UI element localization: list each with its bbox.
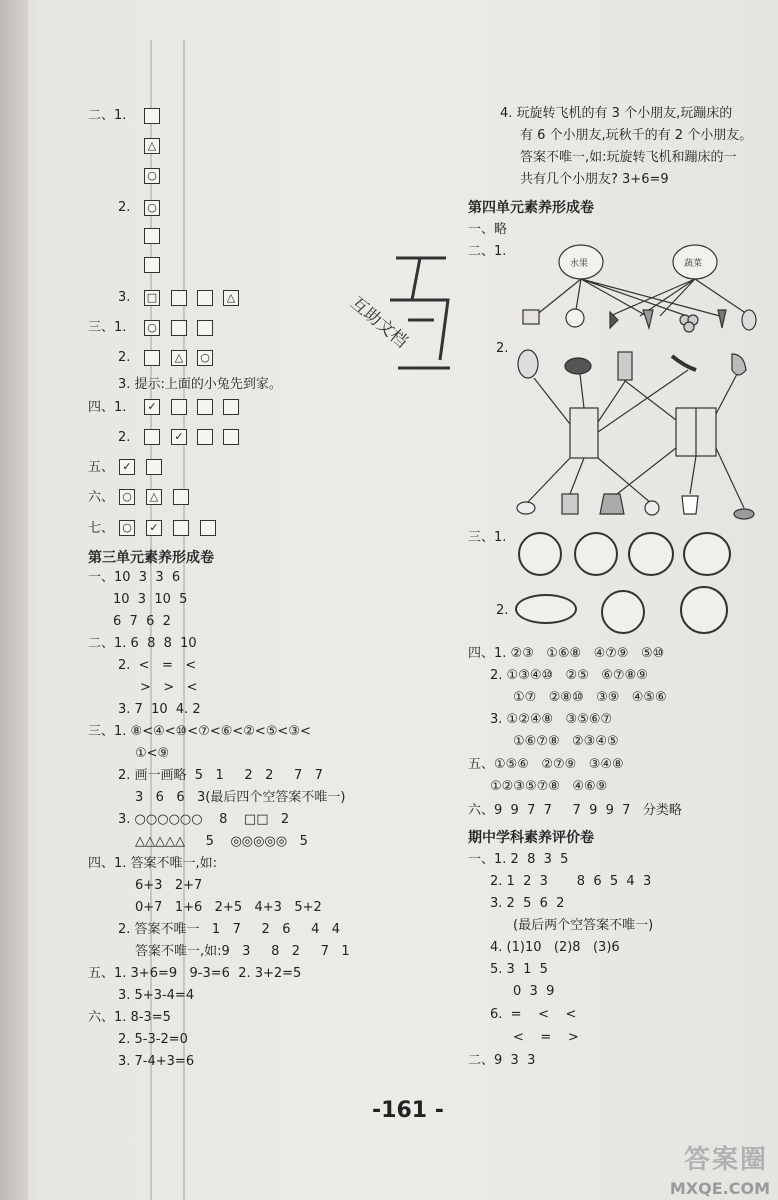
answer-box-check: ✓ <box>171 429 187 445</box>
u4-san2: 2. <box>496 603 509 618</box>
u4-yi: 一、略 <box>468 222 508 237</box>
answer-line: 二、9 3 3 <box>468 1053 536 1068</box>
answer-line: 二、1. 6 8 8 10 <box>88 636 197 651</box>
u4-san1: 三、1. <box>468 530 507 545</box>
q-san-2: 2. <box>118 350 131 365</box>
q4-line: 答案不唯一,如:玩旋转飞机和蹦床的一 <box>520 150 737 165</box>
answer-line: 2. 1 2 3 8 6 5 4 3 <box>490 874 652 889</box>
answer-box-circle: ○ <box>119 520 135 536</box>
answer-line: 三、1. ⑧<④<⑩<⑦<⑥<②<⑤<③< <box>88 724 311 739</box>
answer-line: 3 6 6 3(最后四个空答案不唯一) <box>135 790 346 805</box>
answer-box <box>197 320 213 336</box>
answer-line: 3. ○○○○○○ 8 □□ 2 <box>118 812 290 827</box>
answer-box-circle: ○ <box>197 350 213 366</box>
triangle-ruler-icon <box>680 586 728 634</box>
tv-icon <box>518 532 562 576</box>
answer-line: 10 3 10 5 <box>113 592 188 607</box>
q-liu: 六、 <box>88 490 115 505</box>
svg-text:水果: 水果 <box>570 259 589 269</box>
matching-diagram-fridge-wardrobe <box>512 344 774 524</box>
answer-box-triangle: △ <box>144 138 160 154</box>
u4-er2: 2. <box>496 341 509 356</box>
q-er-3: 3. <box>118 290 131 305</box>
answer-box <box>223 429 239 445</box>
answer-line: 六、9 9 7 7 7 9 9 7 分类略 <box>468 803 682 818</box>
answer-box <box>146 459 162 475</box>
u4-er1: 二、1. <box>468 244 507 259</box>
q-qi: 七、 <box>88 521 115 536</box>
answer-line: 6. = < < <box>490 1007 577 1022</box>
answer-line: 5. 3 1 5 <box>490 962 548 977</box>
answer-box-triangle: △ <box>223 290 239 306</box>
answer-box <box>223 399 239 415</box>
answer-line: ①②③⑤⑦⑧ ④⑥⑨ <box>490 779 608 794</box>
answer-line: 4. (1)10 (2)8 (3)6 <box>490 940 620 955</box>
answer-box-check: ✓ <box>119 459 135 475</box>
answer-line: 2. 答案不唯一 1 7 2 6 4 4 <box>118 922 341 937</box>
answer-box <box>197 429 213 445</box>
answer-box <box>144 350 160 366</box>
answer-line: 五、1. 3+6=9 9-3=6 2. 3+2=5 <box>88 966 302 981</box>
answer-box <box>173 520 189 536</box>
answer-line: ①<⑨ <box>135 746 170 761</box>
answer-box <box>197 290 213 306</box>
q-er-1: 二、1. <box>88 108 127 123</box>
answer-line: △△△△△ 5 ◎◎◎◎◎ 5 <box>135 834 308 849</box>
cabbage-icon <box>574 532 618 576</box>
q4-line: 共有几个小朋友? 3+6=9 <box>520 172 669 187</box>
answer-box-triangle: △ <box>171 350 187 366</box>
answer-line: 3. 7-4+3=6 <box>118 1054 195 1069</box>
q-san-1: 三、1. <box>88 320 127 335</box>
answer-line: 0+7 1+6 2+5 4+3 5+2 <box>135 900 322 915</box>
answer-line: 六、1. 8-3=5 <box>88 1010 171 1025</box>
washing-machine-icon <box>628 532 674 576</box>
watermark-logo: 答案圈 <box>683 1145 768 1175</box>
answer-box <box>200 520 216 536</box>
answer-box <box>144 108 160 124</box>
stamp-text: 互助文档 <box>346 293 412 353</box>
answer-line: > > < <box>140 680 198 695</box>
watermark-url: MXQE.COM <box>669 1179 770 1198</box>
answer-box <box>171 320 187 336</box>
answer-line: 3. 7 10 4. 2 <box>118 702 201 717</box>
plate-icon <box>515 594 577 624</box>
q-wu: 五、 <box>88 460 115 475</box>
answer-box <box>171 399 187 415</box>
svg-text:蔬菜: 蔬菜 <box>684 259 703 269</box>
answer-line: 答案不唯一,如:9 3 8 2 7 1 <box>135 944 350 959</box>
answer-box <box>144 429 160 445</box>
answer-box <box>197 399 213 415</box>
answer-line: ①⑥⑦⑧ ②③④⑤ <box>513 734 619 749</box>
q-san-3: 3. 提示:上面的小兔先到家。 <box>118 377 282 392</box>
q-si-1: 四、1. <box>88 400 127 415</box>
page-fold-line <box>183 40 185 1200</box>
answer-box-circle: ○ <box>144 320 160 336</box>
midterm-title: 期中学科素养评价卷 <box>468 830 594 846</box>
answer-box <box>173 489 189 505</box>
answer-line: 2. < = < <box>118 658 197 673</box>
answer-line: 6+3 2+7 <box>135 878 203 893</box>
answer-line: 2. 5-3-2=0 <box>118 1032 188 1047</box>
answer-line: 6 7 6 2 <box>113 614 171 629</box>
answer-box <box>144 257 160 273</box>
answer-box-circle: ○ <box>119 489 135 505</box>
q4-line: 有 6 个小朋友,玩秋千的有 2 个小朋友。 <box>520 128 753 143</box>
answer-line: 四、1. ②③ ①⑥⑧ ④⑦⑨ ⑤⑩ <box>468 646 665 661</box>
book-spine <box>0 0 28 1200</box>
answer-line: 2. ①③④⑩ ②⑤ ⑥⑦⑧⑨ <box>490 668 648 683</box>
answer-line: 3. 5+3-4=4 <box>118 988 195 1003</box>
unit3-title: 第三单元素养形成卷 <box>88 550 214 566</box>
sofa-icon <box>683 532 731 576</box>
unit4-title: 第四单元素养形成卷 <box>468 200 594 216</box>
answer-box-circle: ○ <box>144 168 160 184</box>
answer-line: 一、10 3 3 6 <box>88 570 181 585</box>
answer-box-check: ✓ <box>144 399 160 415</box>
answer-line: 3. ①②④⑧ ③⑤⑥⑦ <box>490 712 613 727</box>
answer-line: 2. 画一画略 5 1 2 2 7 7 <box>118 768 323 783</box>
answer-box-circle: ○ <box>144 200 160 216</box>
answer-box-square: □ <box>144 290 160 306</box>
answer-line: 五、①⑤⑥ ②⑦⑨ ③④⑧ <box>468 757 624 772</box>
answer-line: < = > <box>513 1030 579 1045</box>
page-number: -161 - <box>372 1098 444 1123</box>
q-er-2: 2. <box>118 200 131 215</box>
answer-line: 3. 2 5 6 2 <box>490 896 565 911</box>
answer-box <box>144 228 160 244</box>
answer-line: 一、1. 2 8 3 5 <box>468 852 569 867</box>
q-si-2: 2. <box>118 430 131 445</box>
q4-line: 4. 玩旋转飞机的有 3 个小朋友,玩蹦床的 <box>500 106 733 121</box>
shuttlecock-icon <box>601 590 645 634</box>
answer-line: 0 3 9 <box>513 984 555 999</box>
answer-line: 四、1. 答案不唯一,如: <box>88 856 218 871</box>
stamp-logo <box>338 250 458 390</box>
answer-box-check: ✓ <box>146 520 162 536</box>
answer-box-triangle: △ <box>146 489 162 505</box>
answer-line: (最后两个空答案不唯一) <box>513 918 654 933</box>
matching-diagram-fruit-veg <box>515 238 777 338</box>
answer-box <box>171 290 187 306</box>
answer-line: ①⑦ ②⑧⑩ ③⑨ ④⑤⑥ <box>513 690 667 705</box>
